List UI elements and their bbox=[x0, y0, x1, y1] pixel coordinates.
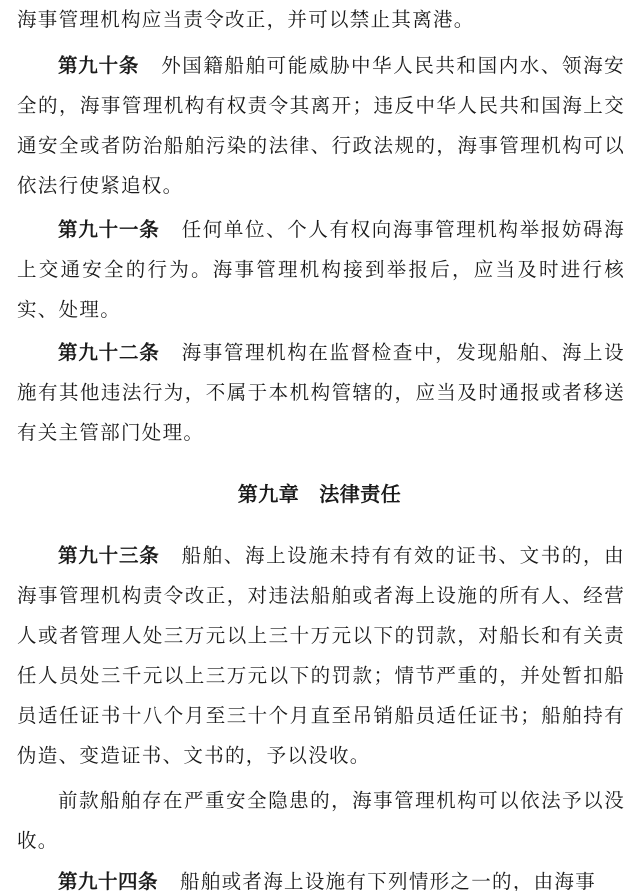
article-number: 第九十三条 bbox=[58, 544, 160, 567]
paragraph-text: 海事管理机构应当责令改正，并可以禁止其离港。 bbox=[17, 8, 475, 31]
article-text: 任何单位、个人有权向海事管理机构举报妨碍海上交通安全的行为。海事管理机构接到举报后，应当及时进行核实、处理。 bbox=[17, 218, 625, 321]
article-number: 第九十四条 bbox=[58, 870, 159, 891]
article-91 bbox=[17, 210, 625, 330]
chapter-number: 第九章 bbox=[237, 482, 300, 506]
article-94 bbox=[17, 862, 625, 891]
article-92 bbox=[17, 333, 625, 453]
article-number: 第九十条 bbox=[58, 54, 140, 77]
article-93-paragraph-2 bbox=[17, 781, 625, 861]
article-text: 船舶、海上设施未持有有效的证书、文书的，由海事管理机构责令改正，对违法船舶或者海上设施的所有人、经营人或者管理人处三万元以上三十万元以下的罚款，对船长和有关责任人员处三千元以上三万元以下的罚款；情节严重的，并处暂扣船员适任证书十八个月至三十个月直至吊销船员适任证书；船舶持有伪造、变造证书、文书的，予以没收。 bbox=[17, 544, 625, 767]
chapter-heading bbox=[0, 474, 639, 514]
article-text: 海事管理机构在监督检查中，发现船舶、海上设施有其他违法行为，不属于本机构管辖的，应当及时通报或者移送有关主管部门处理。 bbox=[17, 341, 625, 444]
article-text: 船舶或者海上设施有下列情形之一的，由海事 bbox=[180, 870, 597, 891]
article-number: 第九十一条 bbox=[58, 218, 160, 241]
article-93 bbox=[17, 536, 625, 776]
article-text: 外国籍船舶可能威胁中华人民共和国内水、领海安全的，海事管理机构有权责令其离开；违反中华人民共和国海上交通安全或者防治船舶污染的法律、行政法规的，海事管理机构可以依法行使紧追权。 bbox=[17, 54, 625, 197]
chapter-title: 法律责任 bbox=[319, 482, 402, 506]
paragraph-continuation bbox=[17, 0, 625, 40]
paragraph-text: 前款船舶存在严重安全隐患的，海事管理机构可以依法予以没收。 bbox=[17, 789, 625, 852]
article-number: 第九十二条 bbox=[58, 341, 160, 364]
article-90 bbox=[17, 46, 625, 206]
